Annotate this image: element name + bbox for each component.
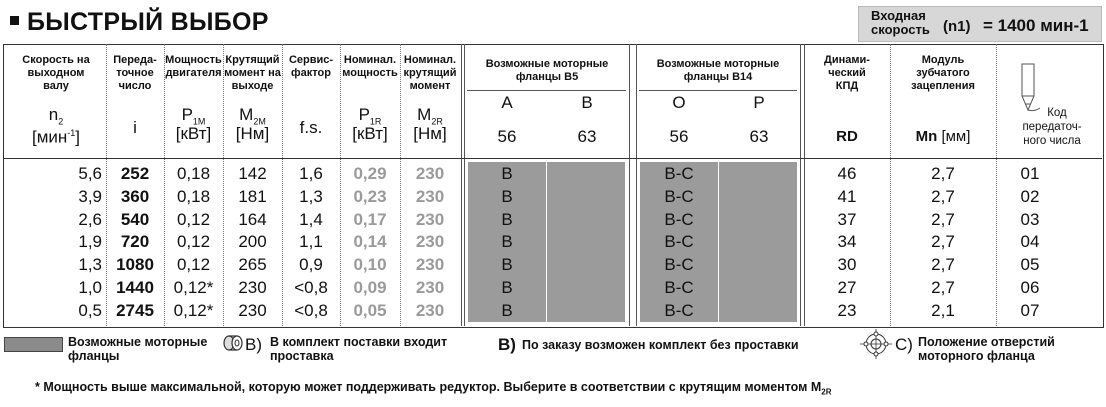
b5-b-shade <box>547 162 625 322</box>
cell-b5: B <box>501 255 513 275</box>
header-b14: Возможные моторные фланцы B14 <box>656 58 780 83</box>
cell-rd: 30 <box>837 255 857 275</box>
cell-b5: B <box>501 232 513 252</box>
header-m2m: Крутящий момент на выходе <box>224 54 281 92</box>
cell-fs: <0,8 <box>294 278 328 297</box>
input-speed-symbol: (n1) <box>943 18 971 35</box>
cell-m2r: 230 <box>415 209 445 229</box>
header-p1m: Мощность двигателя <box>165 54 222 79</box>
b14-size-56: 56 <box>669 127 689 146</box>
unit-m2r: [Нм] <box>413 124 447 143</box>
cell-i: 720 <box>120 232 150 252</box>
sym-mn: Mn [мм] <box>915 128 971 145</box>
cell-mn: 2,7 <box>931 164 955 183</box>
cell-fs: 1,4 <box>299 209 323 229</box>
spacer-icon <box>222 334 244 352</box>
flange-holes-icon <box>858 328 894 360</box>
cell-b14: B-C <box>664 164 694 183</box>
cell-mn: 2,7 <box>931 255 955 275</box>
col-divider <box>996 44 997 326</box>
cell-n2: 1,3 <box>78 255 102 275</box>
page-title: БЫСТРЫЙ ВЫБОР <box>10 8 269 37</box>
col-divider <box>629 44 630 326</box>
cell-b5: B <box>501 164 513 183</box>
cell-p1r: 0,09 <box>353 278 387 297</box>
b5-sub-divider <box>467 90 626 91</box>
cell-m2r: 230 <box>415 186 445 206</box>
b14-sub-o: O <box>672 93 686 112</box>
unit-p1r: [кВт] <box>352 124 388 143</box>
cell-i: 1440 <box>116 278 154 297</box>
b14-size-63: 63 <box>749 127 769 146</box>
cell-p1m: 0,12* <box>173 300 214 320</box>
cell-b5: B <box>501 300 513 320</box>
cell-code: 03 <box>1020 209 1040 229</box>
cell-rd: 34 <box>837 232 857 252</box>
cell-i: 252 <box>120 164 150 183</box>
cell-b14: B-C <box>664 255 694 275</box>
cell-code: 04 <box>1020 232 1040 252</box>
sym-n2: $n_2$ <box>48 105 64 127</box>
legend-flanges: Возможные моторные фланцы <box>68 335 208 363</box>
legend-b-order: По заказу возможен комплект без проставки <box>522 338 799 352</box>
cell-p1r: 0,23 <box>353 186 387 206</box>
header-i: Переда- точное число <box>113 54 157 92</box>
cell-n2: 5,6 <box>78 164 102 183</box>
cell-code: 01 <box>1020 164 1040 183</box>
cell-i: 1080 <box>116 255 154 275</box>
col-divider <box>464 44 465 326</box>
legend-b-order-mark: B) <box>498 335 516 354</box>
header-b5: Возможные моторные фланцы B5 <box>485 58 609 83</box>
cell-m2m: 265 <box>238 255 267 275</box>
cell-n2: 2,6 <box>78 209 102 229</box>
cell-p1r: 0,14 <box>353 232 387 252</box>
b14-sub-divider <box>639 90 797 91</box>
sym-rd: RD <box>836 128 858 145</box>
header-m2r: Номинал. крутящий момент <box>403 54 457 92</box>
cell-m2r: 230 <box>415 232 445 252</box>
sym-m2r: $M_{2R}$ <box>417 105 443 127</box>
cell-b5: B <box>501 278 513 297</box>
cell-b14: B-C <box>664 232 694 252</box>
header-rd: Динами- ческий КПД <box>824 54 870 92</box>
cell-mn: 2,7 <box>931 278 955 297</box>
cell-i: 540 <box>120 209 150 229</box>
cell-fs: 1,6 <box>299 164 323 183</box>
cell-p1m: 0,12 <box>176 209 211 229</box>
col-divider <box>800 44 801 326</box>
sym-p1r: $P_{1R}$ <box>358 105 382 127</box>
cell-m2r: 230 <box>415 300 445 320</box>
legend-c-holes: Положение отверстий моторного фланца <box>918 335 1055 363</box>
b5-sub-a: A <box>501 93 513 112</box>
cell-p1r: 0,29 <box>353 164 387 183</box>
cell-code: 06 <box>1020 278 1040 297</box>
cell-b14: B-C <box>664 209 694 229</box>
b5-sub-b: B <box>581 93 593 112</box>
cell-b14: B-C <box>664 300 694 320</box>
cell-m2r: 230 <box>415 164 445 183</box>
unit-p1m: [кВт] <box>175 124 212 143</box>
sym-m2m: $M_{2M}$ <box>239 105 266 127</box>
cell-b5: B <box>501 209 513 229</box>
b14-p-shade <box>719 162 797 322</box>
legend-b-kit: В комплект поставки входит проставка <box>270 335 448 363</box>
cell-rd: 41 <box>837 186 857 206</box>
cell-rd: 37 <box>837 209 857 229</box>
cell-code: 05 <box>1020 255 1040 275</box>
cell-b5: B <box>501 186 513 206</box>
cell-n2: 1,0 <box>78 278 102 297</box>
cell-p1r: 0,05 <box>353 300 387 320</box>
input-speed-value: = 1400 мин-1 <box>983 16 1089 35</box>
cell-m2r: 230 <box>415 255 445 275</box>
cell-m2m: 142 <box>238 164 267 183</box>
cell-i: 360 <box>120 186 150 206</box>
cell-mn: 2,7 <box>931 186 955 206</box>
cell-n2: 3,9 <box>78 186 102 206</box>
unit-m2m: [Нм] <box>235 124 270 143</box>
header-p1r: Номинал. мощность <box>342 54 398 79</box>
cell-n2: 0,5 <box>78 300 102 320</box>
cell-m2m: 230 <box>238 278 267 297</box>
cell-p1r: 0,10 <box>353 255 387 275</box>
cell-rd: 27 <box>837 278 857 297</box>
cell-m2r: 230 <box>415 278 445 297</box>
input-speed-box: Входная скорость (n1) = 1400 мин-1 <box>858 6 1102 42</box>
footnote: * Мощность выше максимальной, которую может поддерживать редуктор. Выберите в соответствии с крутящим моментом $M_{2R}$ <box>35 380 832 397</box>
header-code: Код передаточ- ного числа <box>1022 107 1082 147</box>
cell-i: 2745 <box>116 300 154 320</box>
sym-p1m: $P_{1M}$ <box>181 105 206 127</box>
header-mn: Модуль зубчатого зацепления <box>911 54 975 92</box>
sym-i: i <box>133 118 137 137</box>
b14-sub-p: P <box>753 93 765 112</box>
b5-size-56: 56 <box>497 127 517 146</box>
cell-fs: 1,1 <box>299 232 323 252</box>
cell-fs: <0,8 <box>294 300 328 320</box>
cell-b14: B-C <box>664 186 694 206</box>
cell-p1r: 0,17 <box>353 209 387 229</box>
cell-mn: 2,1 <box>931 300 955 320</box>
legend-b-kit-mark: B) <box>245 335 262 354</box>
cell-fs: 0,9 <box>299 255 323 275</box>
cell-mn: 2,7 <box>931 232 955 252</box>
bullet-icon <box>10 16 19 25</box>
cell-b14: B-C <box>664 278 694 297</box>
cell-fs: 1,3 <box>299 186 323 206</box>
cell-p1m: 0,18 <box>176 164 211 183</box>
cell-p1m: 0,12 <box>176 255 211 275</box>
legend-c-mark: C) <box>895 335 913 354</box>
cell-code: 02 <box>1020 186 1040 206</box>
cell-p1m: 0,12* <box>173 278 214 297</box>
cell-p1m: 0,18 <box>176 186 211 206</box>
cell-code: 07 <box>1020 300 1040 320</box>
col-divider <box>636 44 637 326</box>
unit-n2: [мин$^{-1}$] <box>31 127 81 147</box>
cell-m2m: 230 <box>238 300 267 320</box>
header-divider <box>3 158 1102 159</box>
header-fs: Сервис- фактор <box>288 54 334 79</box>
cell-m2m: 164 <box>238 209 267 229</box>
cell-rd: 23 <box>837 300 857 320</box>
col-divider <box>461 44 462 326</box>
cell-mn: 2,7 <box>931 209 955 229</box>
cell-rd: 46 <box>837 164 857 183</box>
cell-p1m: 0,12 <box>176 232 211 252</box>
cell-m2m: 181 <box>238 186 267 206</box>
cell-n2: 1,9 <box>78 232 102 252</box>
sym-fs: f.s. <box>299 118 323 137</box>
legend-swatch <box>4 337 63 352</box>
header-n2: Скорость на выходном валу <box>22 54 90 92</box>
b5-size-63: 63 <box>577 127 597 146</box>
cell-m2m: 200 <box>238 232 267 252</box>
